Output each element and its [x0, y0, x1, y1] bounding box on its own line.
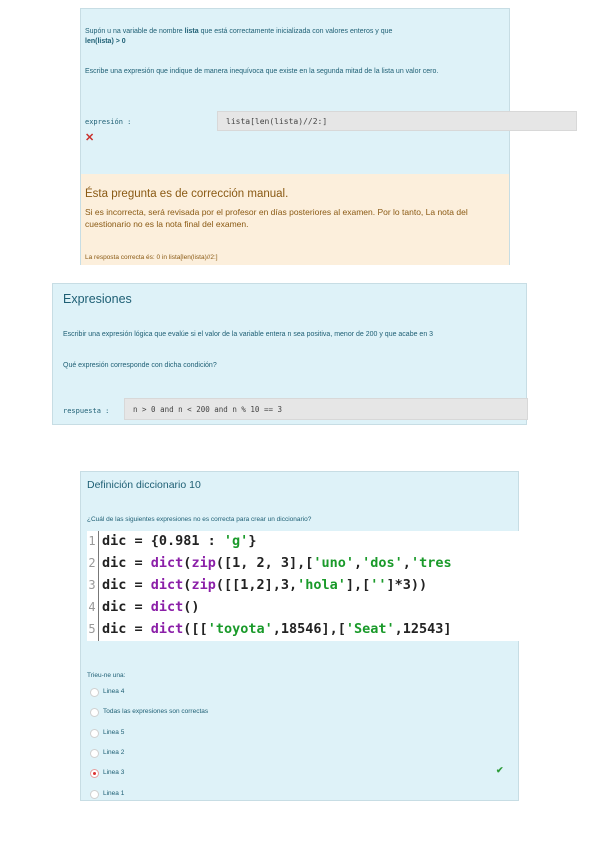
code-line	[87, 553, 520, 575]
question-prompt: Qué expresión corresponde con dicha condición?	[63, 362, 217, 369]
feedback-panel	[81, 174, 509, 265]
radio-button[interactable]	[90, 688, 99, 697]
radio-button[interactable]	[90, 790, 99, 799]
question-card-1	[80, 8, 510, 265]
radio-button[interactable]	[90, 769, 99, 778]
question-stem: Escribir una expresión lógica que evalúe si el valor de la variable entera n sea positiva, menor de 200 y que acabe en 3	[63, 331, 434, 338]
code-block	[87, 531, 520, 641]
correct-answer: La resposta correcta és: 0 in lista[len(lista)//2:]	[85, 254, 218, 261]
correct-check-icon: ✔	[496, 765, 504, 775]
code-line	[87, 575, 520, 597]
answer-label: expresión :	[85, 118, 132, 126]
gutter-divider	[98, 553, 99, 575]
code-text: dic = {0.981 : 'g'}	[102, 533, 257, 549]
feedback-title: Ésta pregunta es de corrección manual.	[85, 188, 289, 200]
answer-input[interactable]: n > 0 and n < 200 and n % 10 == 3	[124, 398, 528, 420]
answer-label: respuesta :	[63, 407, 110, 415]
code-text: dic = dict(zip([1, 2, 3],['uno','dos','tres	[102, 555, 452, 571]
gutter-divider	[98, 575, 99, 597]
option-label: Linea 1	[103, 789, 125, 797]
line-number: 2	[88, 556, 96, 570]
radio-button[interactable]	[90, 749, 99, 758]
question-stem: ¿Cuál de las siguientes expresiones no es correcta para crear un diccionario?	[87, 516, 312, 523]
question-instruction: Escribe una expresión que indique de manera inequívoca que existe en la segunda mitad de la lista un valor cero.	[85, 68, 439, 75]
condition-text: len(lista) > 0	[85, 38, 126, 45]
option-label: Linea 5	[103, 728, 125, 736]
gutter-divider	[98, 597, 99, 619]
code-text: dic = dict(zip([[1,2],3,'hola'],['']*3))	[102, 577, 428, 593]
stem-text: que está correctamente inicializada con valores enteros y que	[198, 28, 393, 35]
option-label: Linea 3	[103, 769, 125, 777]
question-title: Expresiones	[63, 292, 132, 306]
option-label: Linea 4	[103, 688, 125, 695]
line-number: 5	[88, 622, 96, 636]
code-line	[87, 619, 520, 641]
code-line	[87, 531, 520, 553]
choice-prompt: Trieu-ne una:	[87, 672, 126, 679]
line-number: 1	[88, 534, 96, 548]
option-4[interactable]	[87, 747, 507, 761]
code-line	[87, 597, 520, 619]
question-title: Definición diccionario 10	[87, 479, 201, 491]
option-2[interactable]	[87, 706, 507, 720]
option-label: Linea 2	[103, 748, 125, 756]
radio-button[interactable]	[90, 729, 99, 738]
option-3[interactable]	[87, 727, 507, 741]
line-number: 4	[88, 600, 96, 614]
answer-input[interactable]: lista[len(lista)//2:]	[217, 111, 577, 131]
question-stem	[85, 27, 505, 47]
option-1[interactable]	[87, 686, 507, 700]
code-text: dic = dict()	[102, 599, 200, 615]
question-card-3	[80, 471, 519, 801]
variable-name: lista	[184, 28, 199, 35]
option-5[interactable]	[87, 767, 507, 781]
line-number: 3	[88, 578, 96, 592]
code-text: dic = dict([['toyota',18546],['Seat',12543]	[102, 621, 452, 637]
gutter-divider	[98, 531, 99, 553]
stem-text: Supón u na variable de nombre	[85, 28, 185, 35]
incorrect-icon: ✕	[85, 132, 95, 144]
feedback-body: Si es incorrecta, será revisada por el profesor en días posteriores al examen. Por lo tanto, La nota del cuestionario no es la nota final del examen.	[85, 207, 468, 229]
option-label: Todas las expresiones son correctas	[103, 708, 209, 716]
radio-button[interactable]	[90, 708, 99, 717]
question-card-2	[52, 283, 527, 425]
gutter-divider	[98, 619, 99, 641]
option-6[interactable]	[87, 788, 507, 802]
